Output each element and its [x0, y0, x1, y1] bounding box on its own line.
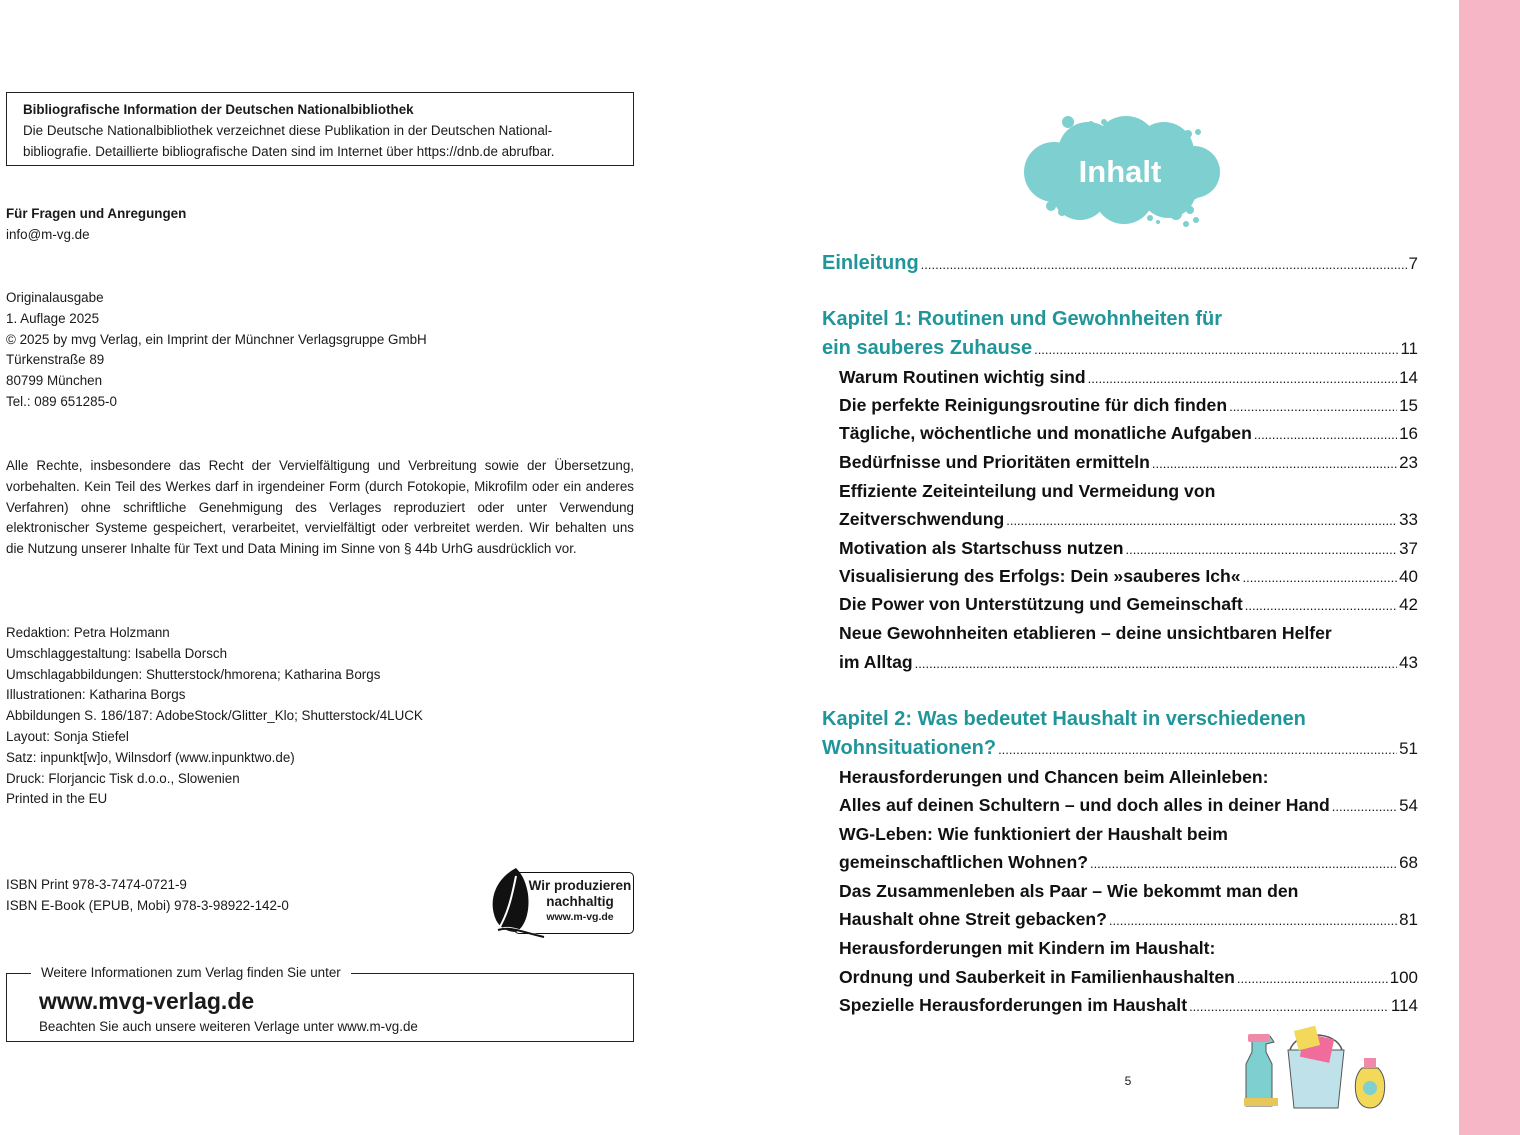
leader-dots	[1332, 793, 1397, 821]
toc-entry[interactable]	[839, 534, 1418, 564]
leader-dots	[1243, 564, 1398, 592]
isbn-ebook: ISBN E-Book (EPUB, Mobi) 978-3-98922-142-0	[6, 897, 289, 913]
toc-entry-kapitel-1[interactable]	[822, 333, 1418, 365]
bib-line: Die Deutsche Nationalbibliothek verzeichnet diese Publikation in der Deutschen National-	[23, 122, 553, 138]
credit-line: Satz: inpunkt[w]o, Wilnsdorf (www.inpunktwo.de)	[6, 749, 295, 765]
leaf-icon	[486, 866, 546, 938]
publisher-info-box	[6, 965, 634, 1042]
leader-dots	[1088, 365, 1397, 393]
leader-dots	[1109, 907, 1397, 935]
toc-entry[interactable]	[839, 562, 1418, 592]
badge-line: Wir produzieren	[528, 878, 632, 893]
edition-line: 80799 München	[6, 373, 103, 389]
toc-entry[interactable]	[839, 905, 1418, 935]
toc-entry[interactable]	[839, 963, 1418, 993]
edition-line: Originalausgabe	[6, 290, 104, 305]
toc-entry-title: Die perfekte Reinigungsroutine für dich finden	[839, 395, 1228, 415]
leader-dots	[1125, 536, 1397, 564]
toc-entry[interactable]	[839, 448, 1418, 478]
toc-entry-title: Tägliche, wöchentliche und monatliche Aufgaben	[839, 423, 1252, 443]
edition-line: © 2025 by mvg Verlag, ein Imprint der Münchner Verlagsgruppe GmbH	[6, 331, 427, 347]
toc-entry-title: Bedürfnisse und Prioritäten ermitteln	[839, 452, 1150, 472]
cleaning-supplies-icon	[1240, 1024, 1400, 1110]
info-more: Beachten Sie auch unsere weiteren Verlage unter www.m-vg.de	[39, 1019, 418, 1034]
credit-line: Illustrationen: Katharina Borgs	[6, 687, 186, 703]
toc-page-number: 14	[1399, 368, 1418, 387]
bibliographic-info-box	[6, 92, 634, 166]
rights-notice: Alle Rechte, insbesondere das Recht der Vervielfältigung und Verbreitung sowie der Übersetzung, vorbehalten. Kein Teil des Werkes darf in irgendeiner Form (durch Fotokopie, Mikrofilm oder ein anderes Verfahren) ohne schriftliche Genehmigung des Verlages reproduziert oder unter Verwendung elektronischer Systeme gespeichert, verarbeitet, vervielfältigt oder verbreitet werden. Wir behalten uns die Nutzung unserer Inhalte für Text und Data Mining im Sinne von § 44b UrhG ausdrücklich vor.	[6, 458, 634, 557]
info-legend: Weitere Informationen zum Verlag finden Sie unter	[31, 964, 351, 982]
contact-title: Für Fragen und Anregungen	[6, 206, 187, 221]
toc-entry-title: Spezielle Herausforderungen im Haushalt	[839, 995, 1188, 1015]
edition-block	[6, 288, 427, 413]
page-number: 5	[1124, 1074, 1132, 1088]
chapter-title-line[interactable]: Kapitel 1: Routinen und Gewohnheiten für	[822, 308, 1222, 330]
toc-entry[interactable]	[839, 363, 1418, 393]
toc-entry-title: Einleitung	[822, 252, 919, 274]
toc-page-number: 68	[1399, 853, 1418, 872]
toc-page-number: 11	[1400, 339, 1418, 358]
leader-dots	[921, 250, 1407, 280]
toc-entry-title: Die Power von Unterstützung und Gemeinschaft	[839, 594, 1243, 614]
toc-page-number: 114	[1390, 996, 1418, 1015]
toc-page-number: 15	[1399, 396, 1418, 415]
toc-entry[interactable]	[839, 590, 1418, 620]
toc-entry-title-line[interactable]: Herausforderungen und Chancen beim Alleinleben:	[839, 767, 1269, 787]
credits-block	[6, 623, 423, 810]
toc-heading: Inhalt	[1078, 154, 1162, 189]
toc-page-number: 37	[1399, 539, 1418, 558]
toc-entry-title: ein sauberes Zuhause	[822, 337, 1033, 359]
toc-page-number: 100	[1389, 968, 1418, 987]
isbn-block	[6, 875, 289, 917]
leader-dots	[1229, 393, 1397, 421]
toc-entry-title: Wohnsituationen?	[822, 737, 997, 759]
toc-entry[interactable]	[839, 848, 1418, 878]
toc-entry-title: Warum Routinen wichtig sind	[839, 367, 1086, 387]
credit-line: Umschlaggestaltung: Isabella Dorsch	[6, 645, 228, 661]
toc-entry-einleitung[interactable]	[822, 248, 1418, 280]
leader-dots	[1245, 592, 1397, 620]
page-edge-strip	[1459, 0, 1520, 1135]
toc-entry-title: Haushalt ohne Streit gebacken?	[839, 909, 1107, 929]
toc-entry[interactable]	[839, 419, 1418, 449]
leader-dots	[1189, 993, 1389, 1021]
toc-page-number: 43	[1399, 653, 1418, 672]
toc-entry-title: Visualisierung des Erfolgs: Dein »sauberes Ich«	[839, 566, 1241, 586]
chapter-title-line[interactable]: Kapitel 2: Was bedeutet Haushalt in verschiedenen	[822, 708, 1306, 730]
toc-entry-title: Zeitverschwendung	[839, 509, 1005, 529]
leader-dots	[1090, 850, 1397, 878]
leader-dots	[1152, 450, 1397, 478]
toc-entry-title-line[interactable]: Herausforderungen mit Kindern im Haushalt:	[839, 938, 1216, 958]
toc-entry-title: gemeinschaftlichen Wohnen?	[839, 852, 1088, 872]
toc-entry-title-line[interactable]: WG-Leben: Wie funktioniert der Haushalt beim	[839, 824, 1228, 844]
bib-line: bibliografie. Detaillierte bibliografische Daten sind im Internet über https://dnb.de abrufbar.	[23, 143, 555, 159]
credit-line: Layout: Sonja Stiefel	[6, 728, 129, 744]
isbn-print: ISBN Print 978-3-7474-0721-9	[6, 877, 187, 892]
toc-entry[interactable]	[839, 991, 1418, 1021]
toc-entry-title: im Alltag	[839, 652, 913, 672]
toc-page-number: 81	[1399, 910, 1418, 929]
toc-entry[interactable]	[839, 648, 1418, 678]
leader-dots	[1006, 507, 1397, 535]
toc-entry-title: Ordnung und Sauberkeit in Familienhaushalten	[839, 967, 1235, 987]
toc-entry[interactable]	[839, 391, 1418, 421]
badge-url: www.m-vg.de	[546, 911, 614, 923]
toc-entry-title: Alles auf deinen Schultern – und doch alles in deiner Hand	[839, 795, 1330, 815]
edition-line: Türkenstraße 89	[6, 352, 105, 368]
credit-line: Druck: Florjancic Tisk d.o.o., Slowenien	[6, 770, 240, 786]
toc-entry-title-line[interactable]: Neue Gewohnheiten etablieren – deine unsichtbaren Helfer	[839, 623, 1332, 643]
toc-page-number: 23	[1399, 453, 1418, 472]
edition-line: 1. Auflage 2025	[6, 310, 100, 326]
contact-block	[6, 204, 186, 246]
toc-page-number: 51	[1399, 739, 1418, 758]
leader-dots	[1254, 421, 1397, 449]
contact-email: info@m-vg.de	[6, 226, 90, 242]
edition-line: Tel.: 089 651285-0	[6, 393, 117, 409]
toc-page-number: 40	[1399, 567, 1418, 586]
toc-page-number: 16	[1399, 424, 1418, 443]
toc-entry[interactable]	[839, 791, 1418, 821]
toc-entry[interactable]	[839, 505, 1418, 535]
credit-line: Umschlagabbildungen: Shutterstock/hmorena; Katharina Borgs	[6, 666, 381, 682]
toc-page-number: 33	[1399, 510, 1418, 529]
leader-dots	[1237, 965, 1388, 993]
sustainability-badge	[486, 866, 634, 938]
toc-entry-title-line[interactable]: Das Zusammenleben als Paar – Wie bekommt man den	[839, 881, 1299, 901]
badge-line: nachhaltig	[546, 894, 614, 909]
credit-line: Printed in the EU	[6, 791, 108, 807]
toc-entry-title: Motivation als Startschuss nutzen	[839, 538, 1124, 558]
toc-entry-title-line[interactable]: Effiziente Zeiteinteilung und Vermeidung von	[839, 481, 1216, 501]
toc-page-number: 7	[1408, 254, 1418, 273]
toc-page-number: 54	[1399, 796, 1418, 815]
publisher-url[interactable]: www.mvg-verlag.de	[39, 988, 255, 1014]
credit-line: Redaktion: Petra Holzmann	[6, 625, 170, 640]
leader-dots	[998, 735, 1397, 765]
toc-entry-kapitel-2[interactable]	[822, 733, 1418, 765]
credit-line: Abbildungen S. 186/187: AdobeStock/Glitter_Klo; Shutterstock/4LUCK	[6, 708, 423, 724]
leader-dots	[1034, 335, 1398, 365]
toc-page-number: 42	[1399, 595, 1418, 614]
leader-dots	[915, 650, 1397, 678]
bib-title: Bibliografische Information der Deutschen Nationalbibliothek	[23, 102, 414, 117]
